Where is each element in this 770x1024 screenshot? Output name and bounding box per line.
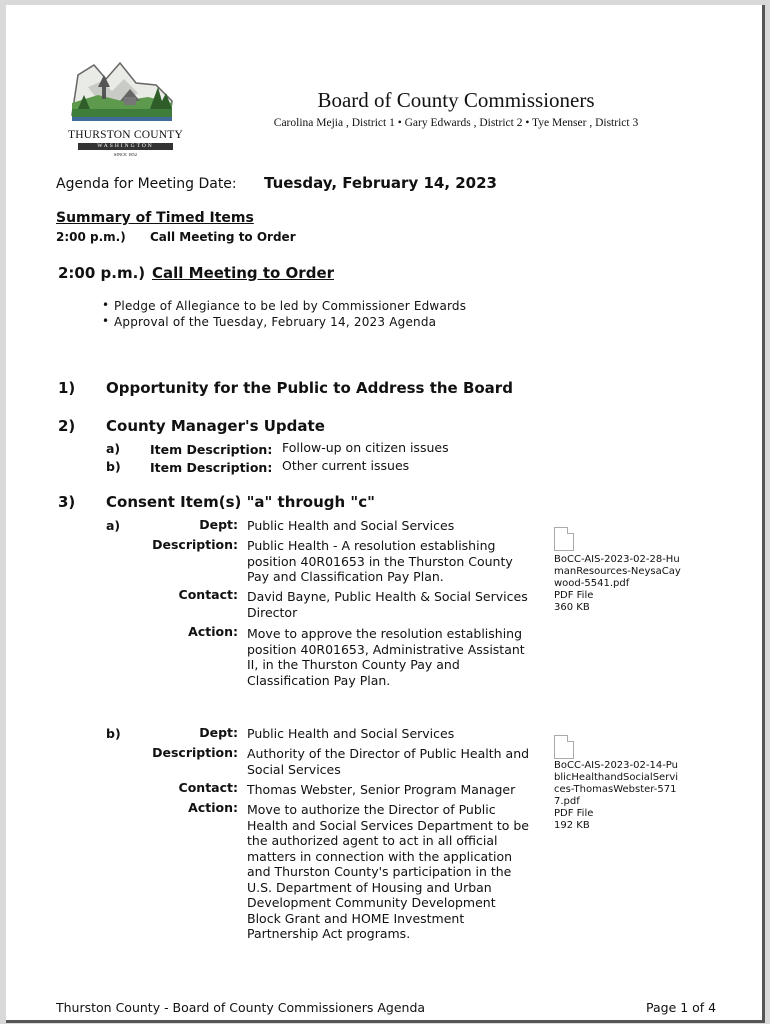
summary-heading: Summary of Timed Items	[56, 210, 254, 226]
document-page	[6, 5, 765, 1023]
list-item: • Pledge of Allegiance to be led by Commissioner Edwards	[102, 298, 467, 313]
description-label: Description:	[152, 745, 238, 760]
page-number: Page 1 of 4	[646, 1000, 717, 1015]
contact-value: Thomas Webster, Senior Program Manager	[247, 782, 516, 797]
timed-section-title: Call Meeting to Order	[152, 264, 335, 282]
attachment-type: PDF File	[554, 808, 594, 819]
attachment-link[interactable]	[554, 554, 682, 614]
meeting-date-value: Tuesday, February 14, 2023	[264, 174, 497, 192]
list-item: • Approval of the Tuesday, February 14, 2023 Agenda	[102, 314, 437, 329]
commissioners-list: Carolina Mejia , District 1 • Gary Edwards , District 2 • Tye Menser , District 3	[273, 117, 639, 129]
timed-section-time: 2:00 p.m.)	[58, 264, 146, 282]
county-logo	[58, 57, 193, 159]
description-value: Public Health - A resolution establishing position 40R01653 in the Thurston County Pay and Classification Pay Plan.	[247, 538, 513, 584]
contact-value: David Bayne, Public Health & Social Services Director	[247, 589, 528, 620]
description-label: Description:	[152, 537, 238, 552]
dept-label: Dept:	[199, 517, 238, 532]
logo-county-name: THURSTON COUNTY	[68, 129, 183, 141]
attachment-filename[interactable]: BoCC-AIS-2023-02-28-HumanResources-NeysaCaywood-5541.pdf	[554, 554, 681, 589]
action-value: Move to approve the resolution establishing position 40R01653, Administrative Assistant II, in the Thurston County Pay and Classification Pay Plan.	[247, 626, 525, 688]
section-number: 3)	[58, 493, 76, 511]
dept-value: Public Health and Social Services	[247, 518, 455, 533]
meeting-date-label: Agenda for Meeting Date:	[56, 176, 237, 192]
attachment-type: PDF File	[554, 590, 594, 601]
item-description-label: Item Description:	[150, 442, 273, 457]
item-description-label: Item Description:	[150, 460, 273, 475]
action-label: Action:	[188, 800, 238, 815]
attachment-size: 360 KB	[554, 602, 590, 613]
item-letter: b)	[106, 459, 121, 474]
logo-state-band: WASHINGTON	[78, 143, 173, 150]
attachment-filename[interactable]: BoCC-AIS-2023-02-14-PublicHealthandSocialServices-ThomasWebster-5717.pdf	[554, 760, 679, 807]
section-number: 2)	[58, 417, 76, 435]
item-letter: a)	[106, 441, 121, 456]
attachment-size: 192 KB	[554, 820, 590, 831]
page-title: Board of County Commissioners	[317, 88, 595, 112]
item-letter: a)	[106, 518, 121, 533]
dept-label: Dept:	[199, 725, 238, 740]
contact-label: Contact:	[178, 780, 238, 795]
dept-value: Public Health and Social Services	[247, 726, 455, 741]
item-description-value: Other current issues	[282, 458, 410, 473]
timed-bullet-list	[102, 298, 466, 330]
summary-time: 2:00 p.m.)	[56, 230, 126, 244]
bullet-icon: •	[102, 298, 110, 312]
item-letter: b)	[106, 726, 121, 741]
bullet-icon: •	[102, 314, 110, 328]
section-number: 1)	[58, 379, 76, 397]
description-value: Authority of the Director of Public Health and Social Services	[247, 746, 530, 777]
summary-item: Call Meeting to Order	[150, 230, 296, 244]
action-value: Move to authorize the Director of Public Health and Social Services Department to be the authorized agent to act in all official matters in connection with the application and Thurston County's participation in the U.S. Department of Housing and Urban Development Community Development Block Grant and HOME Investment Partnership Act programs.	[247, 802, 529, 941]
pdf-file-icon[interactable]	[554, 527, 574, 551]
contact-label: Contact:	[178, 587, 238, 602]
item-description-value: Follow-up on citizen issues	[282, 440, 449, 455]
section-title: Consent Item(s) "a" through "c"	[106, 493, 375, 511]
section-title: County Manager's Update	[106, 417, 325, 435]
footer-title: Thurston County - Board of County Commissioners Agenda	[56, 1000, 426, 1015]
pdf-file-icon[interactable]	[554, 735, 574, 759]
logo-since: SINCE 1852	[113, 152, 138, 157]
section-title: Opportunity for the Public to Address the Board	[106, 379, 513, 397]
attachment-link[interactable]	[554, 760, 682, 832]
action-label: Action:	[188, 624, 238, 639]
